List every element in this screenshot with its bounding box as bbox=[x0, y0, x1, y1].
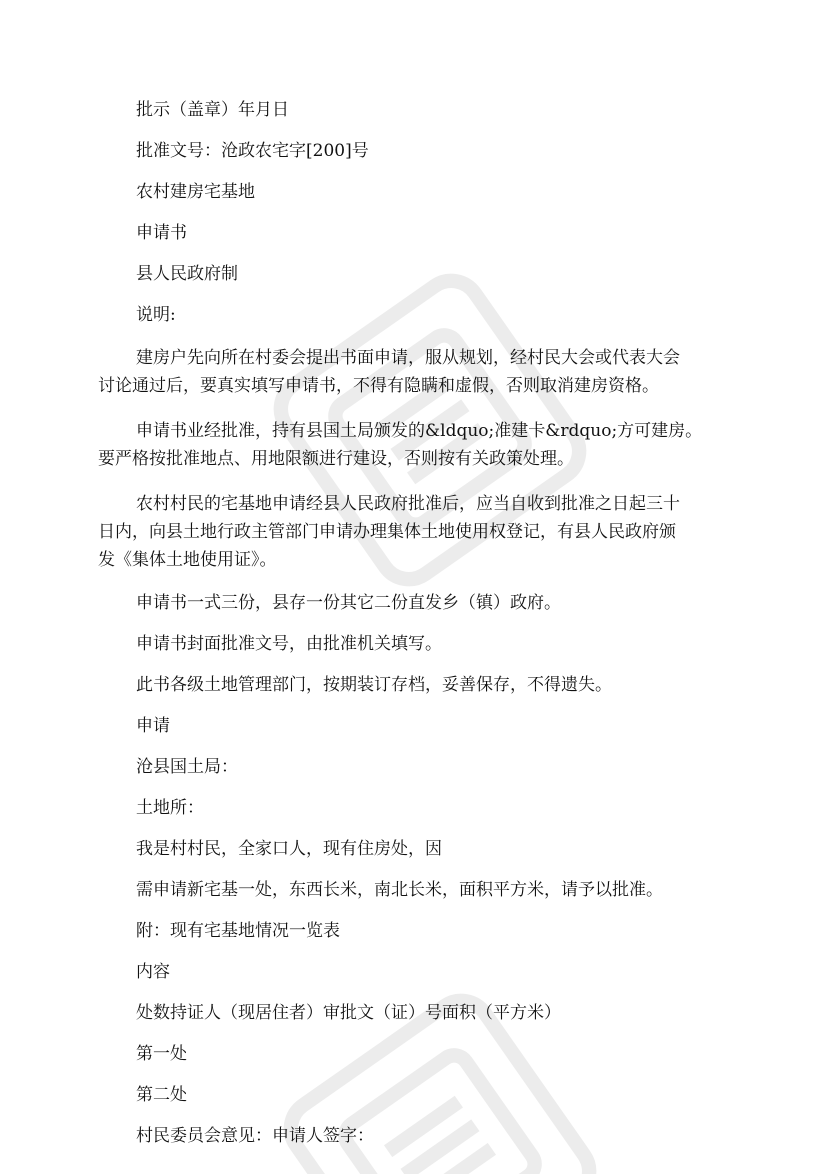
note-5: 申请书封面批准文号，由批准机关填写。 bbox=[136, 634, 442, 654]
notes-heading: 说明: bbox=[136, 305, 176, 325]
note-3-line-1: 农村村民的宅基地申请经县人民政府批准后，应当自收到批准之日起三十 bbox=[136, 494, 680, 514]
note-2-line-2: 要严格按批准地点、用地限额进行建设，否则按有关政策处理。 bbox=[98, 449, 574, 469]
cover-title-line-2: 申请书 bbox=[136, 223, 187, 243]
table-content-label: 内容 bbox=[136, 962, 170, 982]
note-3-line-2: 日内，向县土地行政主管部门申请办理集体土地使用权登记，有县人民政府颁 bbox=[98, 522, 676, 542]
attachment-line: 附：现有宅基地情况一览表 bbox=[136, 921, 340, 941]
note-3-line-3: 发《集体土地使用证》。 bbox=[98, 550, 277, 570]
note-1-line-2: 讨论通过后，要真实填写申请书，不得有隐瞒和虚假，否则取消建房资格。 bbox=[98, 376, 659, 396]
note-3 bbox=[98, 490, 736, 574]
note-1 bbox=[98, 344, 736, 400]
issuer-line: 县人民政府制 bbox=[136, 264, 238, 284]
note-4: 申请书一式三份，县存一份其它二份直发乡（镇）政府。 bbox=[136, 593, 561, 613]
table-row-1: 第一处 bbox=[136, 1044, 187, 1064]
note-2 bbox=[98, 417, 736, 473]
note-6: 此书各级土地管理部门，按期装订存档，妥善保存，不得遗失。 bbox=[136, 675, 612, 695]
addressee-line-2: 土地所： bbox=[136, 798, 204, 818]
application-body-line-2: 需申请新宅基一处，东西长米，南北长米，面积平方米，请予以批准。 bbox=[136, 880, 663, 900]
approval-seal-line: 批示（盖章）年月日 bbox=[136, 100, 289, 120]
cover-title-line-1: 农村建房宅基地 bbox=[136, 182, 255, 202]
note-2-line-1: 申请书业经批准，持有县国土局颁发的&ldquo;准建卡&rdquo;方可建房。 bbox=[136, 421, 703, 441]
signature-line: 村民委员会意见：申请人签字： bbox=[136, 1126, 374, 1146]
table-header: 处数持证人（现居住者）审批文（证）号面积（平方米） bbox=[136, 1003, 561, 1023]
document-body bbox=[98, 98, 736, 1165]
approval-number-line: 批准文号：沧政农宅字[200]号 bbox=[136, 141, 369, 161]
application-body-line-1: 我是村村民，全家口人，现有住房处，因 bbox=[136, 839, 442, 859]
table-row-2: 第二处 bbox=[136, 1085, 187, 1105]
addressee-line-1: 沧县国土局： bbox=[136, 757, 238, 777]
application-heading: 申请 bbox=[136, 716, 170, 736]
note-1-line-1: 建房户先向所在村委会提出书面申请，服从规划，经村民大会或代表大会 bbox=[136, 348, 680, 368]
